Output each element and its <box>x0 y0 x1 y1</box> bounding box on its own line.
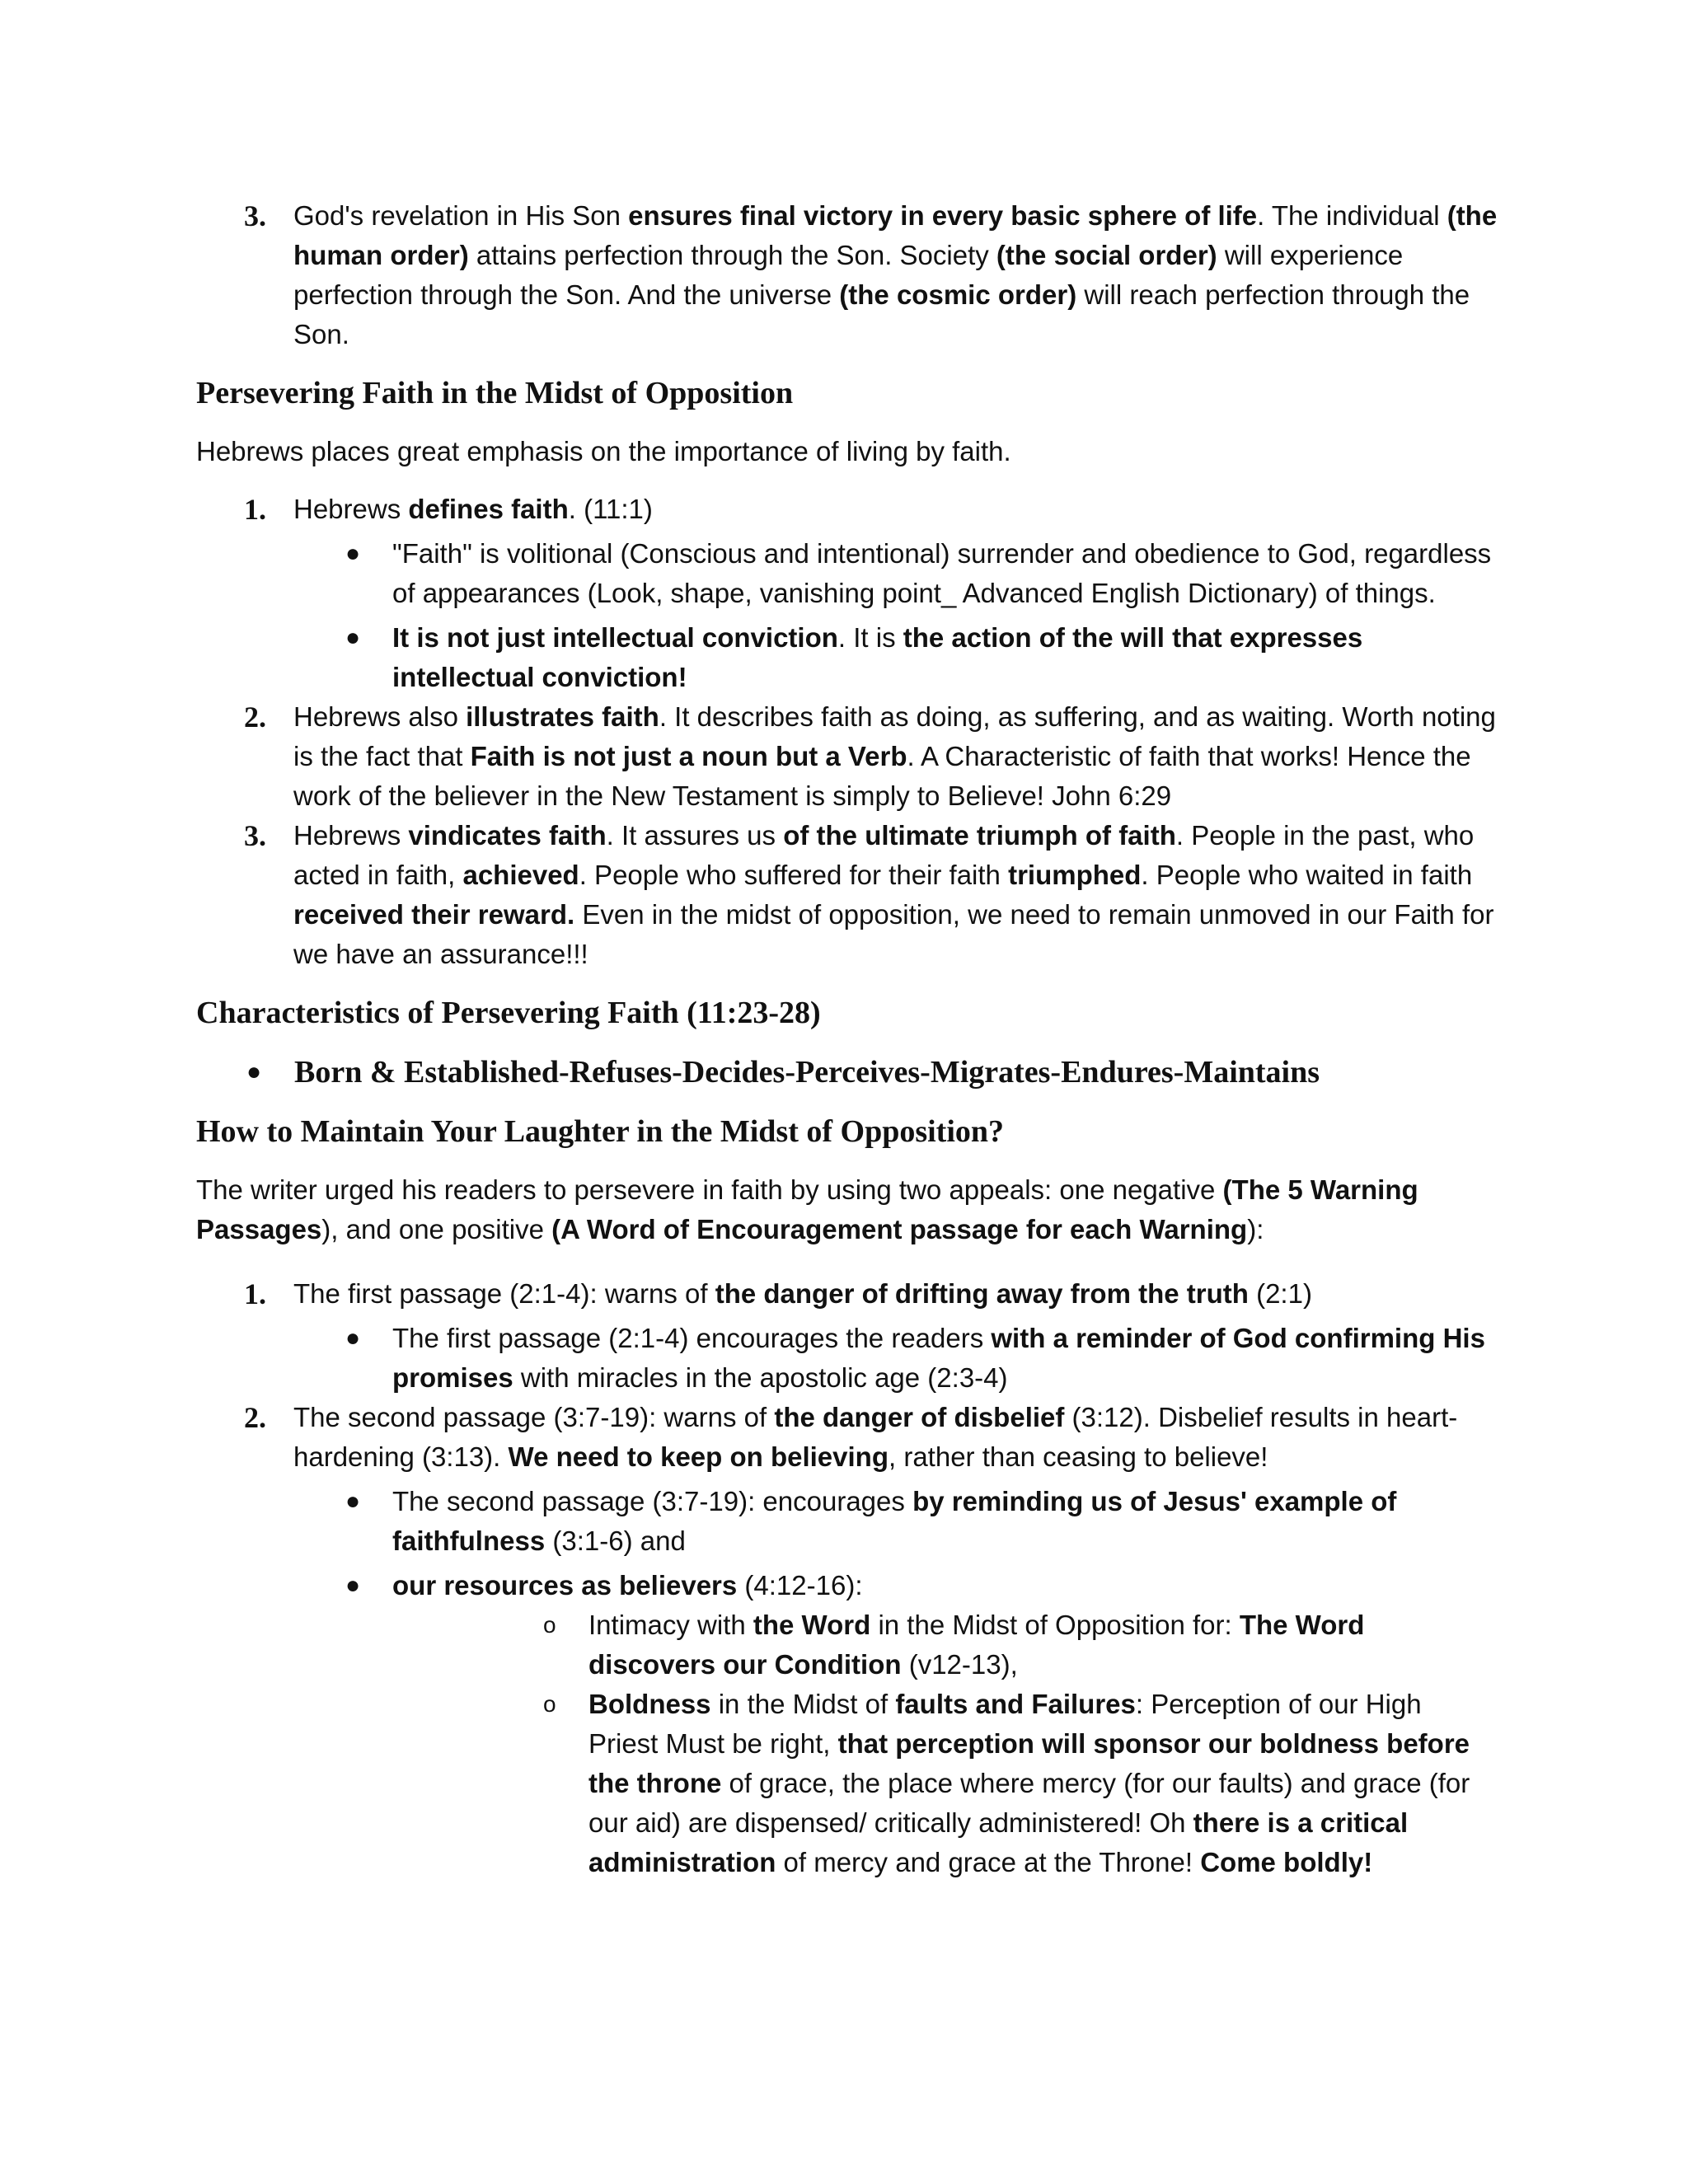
bullet-item-first-passage-encourages: ● The first passage (2:1-4) encourages the readers with a reminder of God confirming His promises with miracles in the apostolic age (2:3-4) <box>196 1319 1498 1398</box>
bullet-dot: ● <box>345 624 361 651</box>
numbered-item-vindicates-faith: 3. Hebrews vindicates faith. It assures us of the ultimate triumph of faith. People in the past, who acted in faith, achieved. People who suffered for their faith triumphed. People who waited in faith received their reward. Even in the midst of opposition, we need to remain unmoved in our Faith for we have an assurance!!! <box>196 816 1498 974</box>
document-page <box>196 196 1498 1882</box>
section-intro: Hebrews places great emphasis on the importance of living by faith. <box>196 436 1011 466</box>
bullet-item-characteristics-list: ● Born & Established-Refuses-Decides-Perceives-Migrates-Endures-Maintains <box>196 1052 1498 1093</box>
section-intro: The writer urged his readers to persevere in faith by using two appeals: one negative (The 5 Warning Passages), and one positive (A Word of Encouragement passage for each Warning): <box>196 1174 1418 1244</box>
bullet-item-intellectual-conviction: ● It is not just intellectual conviction. It is the action of the will that expresses intellectual conviction! <box>196 618 1498 697</box>
numbered-item-3-revelation: 3. God's revelation in His Son ensures final victory in every basic sphere of life. The individual (the human order) attains perfection through the Son. Society (the social order) will experience perfection through the Son. And the universe (the cosmic order) will reach perfection through the Son. <box>196 196 1498 354</box>
item-number: 2. <box>244 701 266 733</box>
bullet-dot: ● <box>345 540 361 567</box>
bullet-dot: ● <box>246 1058 262 1085</box>
bullet-item-resources-as-believers: ● our resources as believers (4:12-16): <box>196 1566 1498 1605</box>
item-number: 3. <box>244 199 266 232</box>
sub-item-boldness: o Boldness in the Midst of faults and Failures: Perception of our High Priest Must be right, that perception will sponsor our boldness before the throne of grace, the place where mercy (for our faults) and grace (for our aid) are dispensed/ critically administered! Oh there is a critical administration of mercy and grace at the Throne! Come boldly! <box>196 1685 1498 1882</box>
item-number: 2. <box>244 1401 266 1434</box>
item-number: 1. <box>244 1277 266 1310</box>
numbered-item-second-passage: 2. The second passage (3:7-19): warns of the danger of disbelief (3:12). Disbelief results in heart-hardening (3:13). We need to keep on believing, rather than ceasing to believe! <box>196 1398 1498 1477</box>
bullet-item-jesus-example: ● The second passage (3:7-19): encourages by reminding us of Jesus' example of faithfulness (3:1-6) and <box>196 1482 1498 1561</box>
item-number: 1. <box>244 493 266 526</box>
item-number: 3. <box>244 819 266 852</box>
circle-bullet: o <box>543 1691 556 1717</box>
numbered-item-illustrates-faith: 2. Hebrews also illustrates faith. It describes faith as doing, as suffering, and as waiting. Worth noting is the fact that Faith is not just a noun but a Verb. A Characteristic of faith that works! Hence the work of the believer in the New Testament is simply to Believe! John 6:29 <box>196 697 1498 816</box>
section-heading-persevering-faith: Persevering Faith in the Midst of Opposition <box>196 376 794 410</box>
bullet-dot: ● <box>345 1572 361 1599</box>
section-heading-maintain-laughter: How to Maintain Your Laughter in the Midst of Opposition? <box>196 1114 1005 1149</box>
bullet-item-faith-volitional: ● "Faith" is volitional (Conscious and intentional) surrender and obedience to God, regardless of appearances (Look, shape, vanishing point_ Advanced English Dictionary) of things. <box>196 534 1498 613</box>
numbered-item-first-passage: 1. The first passage (2:1-4): warns of the danger of drifting away from the truth (2:1) <box>196 1274 1498 1314</box>
numbered-item-defines-faith: 1. Hebrews defines faith. (11:1) <box>196 490 1498 529</box>
bullet-dot: ● <box>345 1488 361 1515</box>
section-heading-characteristics: Characteristics of Persevering Faith (11:23-28) <box>196 996 821 1030</box>
bullet-dot: ● <box>345 1324 361 1352</box>
sub-item-intimacy-with-word: o Intimacy with the Word in the Midst of Opposition for: The Word discovers our Condition (v12-13), <box>196 1605 1498 1685</box>
circle-bullet: o <box>543 1612 556 1638</box>
